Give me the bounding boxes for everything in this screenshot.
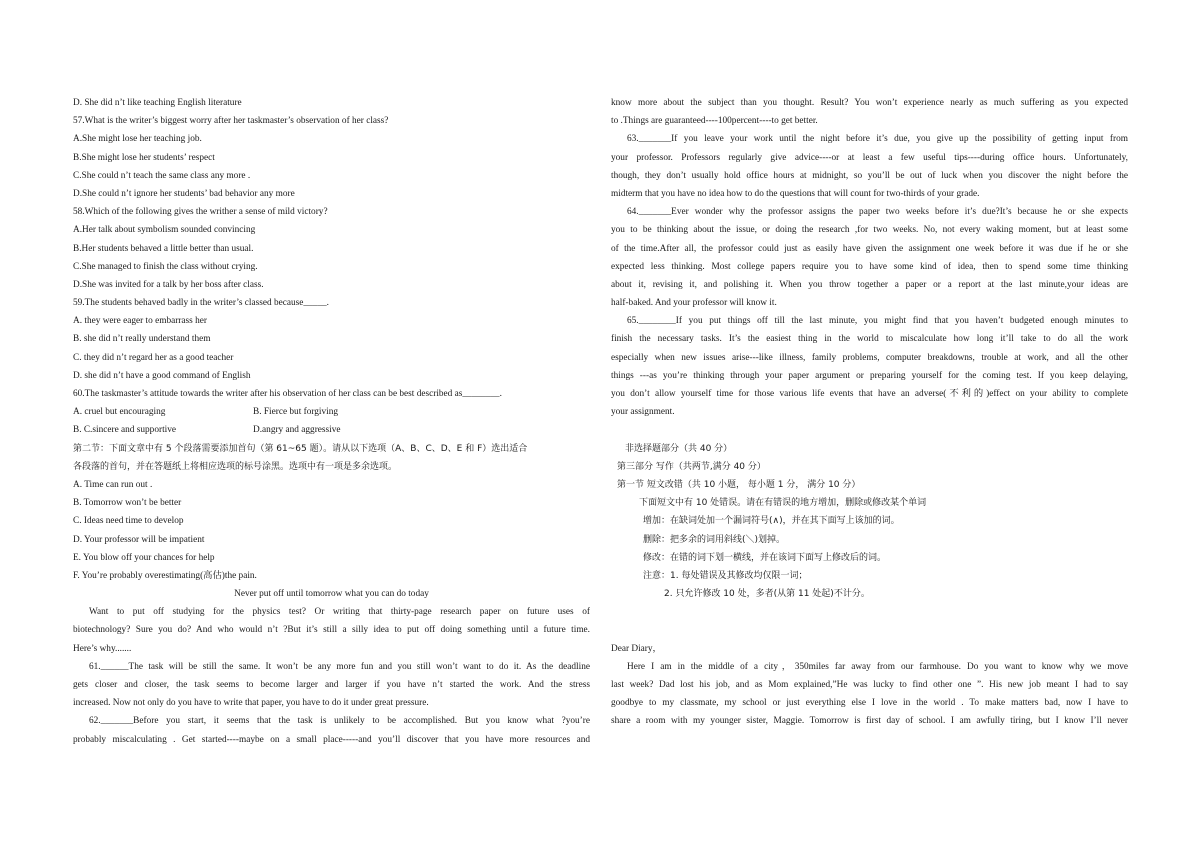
q58-stem: 58.Which of the following gives the writher a sense of mild victory? xyxy=(73,207,328,218)
p65-line-1: 65.________If you put things off till the last minute, you might find that you haven’t budgeted enough minutes to xyxy=(627,316,1128,327)
p62-line-1: 62._______Before you start, it seems that the task is unlikely to be accomplished. But you know what ?you’re xyxy=(89,716,590,727)
q57-option-a: A.She might lose her teaching job. xyxy=(73,134,202,145)
option-b: B. Tomorrow won’t be better xyxy=(73,498,182,509)
diary-line-2: last week? Dad lost his job, and as Mom explained,”He was lucky to find other one ”. His new job meant I had to say xyxy=(611,680,1128,690)
q59-option-a: A. they were eager to embarrass her xyxy=(73,316,207,327)
part3-heading: 第三部分 写作（共两节,满分 40 分） xyxy=(617,461,766,472)
p61-line-3: increased. Now not only do you have to write that paper, you have to do it under great pressure. xyxy=(73,698,429,709)
p61-line-1: 61.______The task will be still the same. It won’t be any more fun and you still won’t want to do it. As the deadline xyxy=(89,661,590,672)
q60-option-d: D.angry and aggressive xyxy=(253,425,341,436)
left-column xyxy=(73,94,590,749)
passage-title: Never put off until tomorrow what you can do today xyxy=(234,589,429,600)
q57-option-b: B.She might lose her students’ respect xyxy=(73,152,215,163)
p62-cont-line-1: know more about the subject than you thought. Result? You won’t experience nearly as much suffering as you expected xyxy=(611,98,1128,108)
q58-option-a: A.Her talk about symbolism sounded convincing xyxy=(73,225,256,236)
p64-line-4: expected less thinking. Most college papers require you to have some kind of idea, then to spend some time thinking xyxy=(611,261,1128,272)
q60-stem: 60.The taskmaster’s attitude towards the writer after his observation of her class can be best described as________. xyxy=(73,389,502,399)
q60-option-a: A. cruel but encouraging xyxy=(73,407,166,418)
diary-greeting: Dear Diary， xyxy=(611,643,662,654)
option-c: C. Ideas need time to develop xyxy=(73,516,184,527)
q58-option-c: C.She managed to finish the class without crying. xyxy=(73,261,258,272)
q60-options-row-2 xyxy=(73,421,590,439)
q57-option-d: D.She could n’t ignore her students’ bad behavior any more xyxy=(73,188,295,199)
p64-line-6: half-baked. And your professor will know it. xyxy=(611,298,777,309)
p65-line-5: you don’t allow yourself time for those various life events that have an adverse(不利的)effect on your ability to complete xyxy=(611,389,1128,399)
p64-line-5: about it, revising it, and polishing it. When you throw together a paper or a report at the last minute,your ideas are xyxy=(611,279,1128,290)
p61-line-2: gets closer and closer, the task seems to become larger and larger if you have n’t started the work. And the stress xyxy=(73,680,590,690)
right-column xyxy=(611,94,1128,731)
q59-stem: 59.The students behaved badly in the writer’s classed because_____. xyxy=(73,298,329,309)
section2-instruction-line-1: 第二节：下面文章中有 5 个段落需要添加首句（第 61~65 题）。请从以下选项（A、B、C、D、E 和 F）选出适合 xyxy=(73,443,528,454)
p63-line-3: though, they don’t usually hold office hours at midnight, so you’ll be out of luck when you discover the night before the xyxy=(611,170,1128,181)
instruction: 下面短文中有 10 处错误。请在有错误的地方增加，删除或修改某个单词 xyxy=(639,498,927,509)
p62-cont-line-2: to .Things are guaranteed----100percent----to get better. xyxy=(611,116,818,127)
q59-option-b: B. she did n’t really understand them xyxy=(73,334,211,345)
q57-option-c: C.She could n’t teach the same class any more . xyxy=(73,170,251,181)
option-d: D. Your professor will be impatient xyxy=(73,534,205,545)
instruction-delete: 删除：把多余的词用斜线(＼)划掉。 xyxy=(643,534,786,545)
q59-option-c: C. they did n’t regard her as a good teacher xyxy=(73,352,234,363)
q60-options-row-1 xyxy=(73,403,590,421)
p64-line-1: 64._______Ever wonder why the professor assigns the paper two weeks before it’s due?It’s because he or she expects xyxy=(627,207,1128,218)
intro-line-3: Here’s why....... xyxy=(73,643,132,654)
p65-line-4: things ---as you’re thinking through your paper argument or preparing yourself for the coming test. If you keep delaying, xyxy=(611,370,1128,381)
q60-option-c: B. C.sincere and supportive xyxy=(73,425,177,436)
spacer xyxy=(611,603,1128,621)
note-1: 注意：1. 每处错误及其修改均仅限一词； xyxy=(643,570,808,581)
option-f: F. You’re probably overestimating(高估)the pain. xyxy=(73,570,257,581)
p63-line-1: 63._______If you leave your work until the night before it’s due, you give up the possibility of getting input from xyxy=(627,134,1128,145)
option-e: E. You blow off your chances for help xyxy=(73,552,215,563)
q58-option-b: B.Her students behaved a little better than usual. xyxy=(73,243,254,254)
diary-line-3: goodbye to my classmate, my school or just everything else I love in the world . To make matters bad, now I have to xyxy=(611,698,1128,709)
spacer xyxy=(611,421,1128,439)
instruction-add: 增加：在缺词处加一个漏词符号(∧)，并在其下面写上该加的词。 xyxy=(643,516,900,527)
q59-option-d: D. she did n’t have a good command of English xyxy=(73,370,251,381)
q58-option-d: D.She was invited for a talk by her boss after class. xyxy=(73,279,264,290)
p65-line-2: finish the necessary tasks. It’s the easiest thing in the world to miscalculate how long it’ll take to do all the work xyxy=(611,334,1128,345)
q60-option-b: B. Fierce but forgiving xyxy=(253,407,339,418)
nonchoice-heading: 非选择题部分（共 40 分） xyxy=(625,443,733,454)
p65-line-6: your assignment. xyxy=(611,407,675,418)
p63-line-4: midterm that you have no idea how to do the questions that will count for two-thirds of your grade. xyxy=(611,188,980,199)
spacer xyxy=(611,621,1128,639)
section1-heading: 第一节 短文改错（共 10 小题， 每小题 1 分， 满分 10 分） xyxy=(617,479,861,490)
p63-line-2: your professor. Professors regularly give advice----or at least a few useful tips----during office hours. Unfortunately, xyxy=(611,152,1128,163)
diary-line-4: share a room with my younger sister, Maggie. Tomorrow is first day of school. I am awfully tiring, but I know I’ll never xyxy=(611,716,1128,727)
option-a: A. Time can run out . xyxy=(73,479,153,490)
instruction-modify: 修改：在错的词下划一横线，并在该词下面写上修改后的词。 xyxy=(643,552,887,563)
p65-line-3: especially when new issues arise---like illness, family problems, computer breakdowns, trouble at work, and all the other xyxy=(611,352,1128,363)
p62-line-2: probably miscalculating . Get started----maybe on a small place-----and you’ll discover that you have more resources and xyxy=(73,734,590,745)
diary-line-1: Here I am in the middle of a city，350miles far away from our farmhouse. Do you want to know why we move xyxy=(627,661,1128,672)
intro-line-2: biotechnology? Sure you do? And who would n’t ?But it’s still a silly idea to put off doing something until a future time. xyxy=(73,625,590,636)
q57-stem: 57.What is the writer’s biggest worry after her taskmaster’s observation of her class? xyxy=(73,116,389,127)
p64-line-3: of the time.After all, the professor could just as easily have given the assignment one week before it was due if he or she xyxy=(611,243,1128,254)
note-2: 2. 只允许修改 10 处，多者(从第 11 处起)不计分。 xyxy=(664,589,870,600)
p64-line-2: you to be thinking about the issue, or doing the research ,for two weeks. No, not every waking moment, but at least some xyxy=(611,225,1128,236)
section2-instruction-line-2: 各段落的首句，并在答题纸上将相应选项的标号涂黑。选项中有一项是多余选项。 xyxy=(73,461,398,472)
intro-line-1: Want to put off studying for the physics test? Or writing that thirty-page research paper on future uses of xyxy=(89,607,590,618)
q56-option-d: D. She did n’t like teaching English literature xyxy=(73,98,242,108)
